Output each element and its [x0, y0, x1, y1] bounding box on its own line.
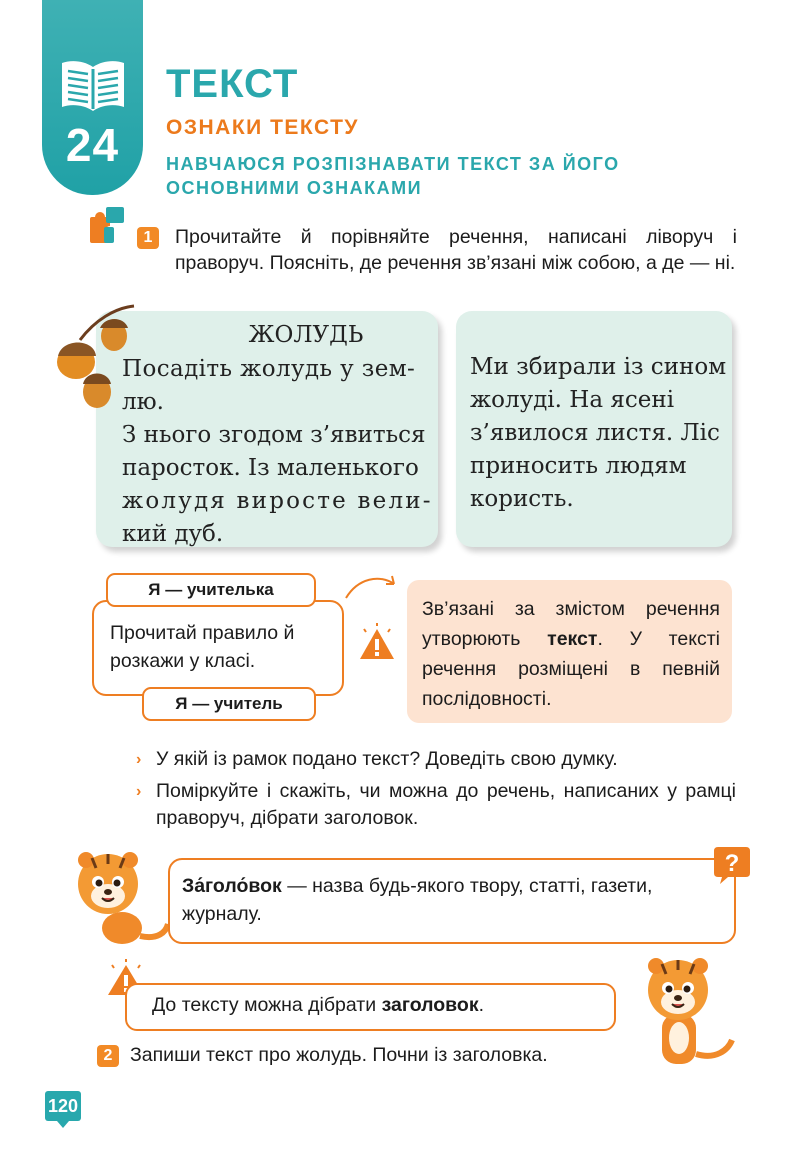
bullet-arrow-icon: ›	[136, 751, 142, 768]
role-instruction: Прочитай правило й розкажи у класі.	[110, 622, 295, 672]
card-line: Ми збирали із сином	[470, 354, 727, 380]
card-line: кий дуб.	[122, 521, 224, 547]
card-line: Посадіть жолудь у зем-	[122, 356, 416, 382]
acorn-icon	[50, 300, 140, 412]
card-line: жолуді. На ясені	[470, 387, 675, 413]
page-number-pointer	[57, 1121, 69, 1128]
open-book-icon	[58, 57, 128, 117]
bullet-question: У якій із рамок подано текст? Доведіть свою думку.	[156, 748, 618, 770]
role-label-teacher-female: Я — учителька	[106, 573, 316, 607]
card-line: приносить людям	[470, 453, 687, 479]
lesson-number: 24	[65, 119, 120, 171]
definition-term: За́голо́вок	[182, 875, 282, 897]
lesson-subtitle: ОЗНАКИ ТЕКСТУ	[166, 116, 359, 139]
tiger-mascot-icon	[626, 950, 736, 1072]
task-2-text: Запиши текст про жолудь. Почни із заголовка.	[130, 1044, 548, 1066]
bullet-arrow-icon: ›	[136, 783, 142, 800]
task-2-badge: 2	[97, 1045, 119, 1067]
heading-note-text: До тексту можна дібрати заголовок.	[152, 994, 484, 1016]
puzzle-icon	[86, 203, 130, 247]
svg-text:?: ?	[724, 850, 740, 877]
card-line: лю.	[122, 389, 164, 415]
curved-arrow-icon	[342, 572, 404, 602]
tiger-mascot-icon	[62, 840, 172, 950]
card-text-acorn	[96, 311, 438, 547]
lesson-goal: НАВЧАЮСЯ РОЗПІЗНАВАТИ ТЕКСТ ЗА ЙОГО ОСНОВНИМИ ОЗНАКАМИ	[166, 154, 620, 198]
rule-term: текст	[547, 628, 598, 650]
question-icon	[712, 843, 752, 885]
card-line: З нього згодом з’явиться	[122, 422, 426, 448]
lesson-title: ТЕКСТ	[166, 62, 299, 106]
card-line: жолудя виросте вели-	[122, 488, 433, 514]
heading-term: заголовок	[381, 994, 479, 1016]
rule-text: Зв’язані за змістом речення утворюють текст. У тексті речення розміщені в певній послідовності.	[422, 598, 720, 710]
card-unrelated-sentences	[456, 311, 732, 547]
definition-text: За́голо́вок — назва будь-якого твору, статті, газети, журналу.	[182, 875, 653, 925]
bullet-question: Поміркуйте і скажіть, чи можна до речень, написаних у рамці праворуч, дібрати заголовок.	[156, 780, 736, 829]
warning-icon	[356, 623, 398, 663]
card-line: паросток. Із маленького	[122, 455, 419, 481]
card-line: з’явилося листя. Ліс	[470, 420, 720, 446]
card-title: ЖОЛУДЬ	[248, 322, 364, 348]
role-label-teacher-male: Я — учитель	[142, 687, 316, 721]
page-number: 120	[45, 1091, 81, 1121]
task-1-text: Прочитайте й порівняйте речення, написані ліворуч і праворуч. Поясніть, де речення зв’язані між собою, а де — ні.	[175, 226, 737, 274]
task-1-badge: 1	[137, 227, 159, 249]
card-line: користь.	[470, 486, 574, 512]
